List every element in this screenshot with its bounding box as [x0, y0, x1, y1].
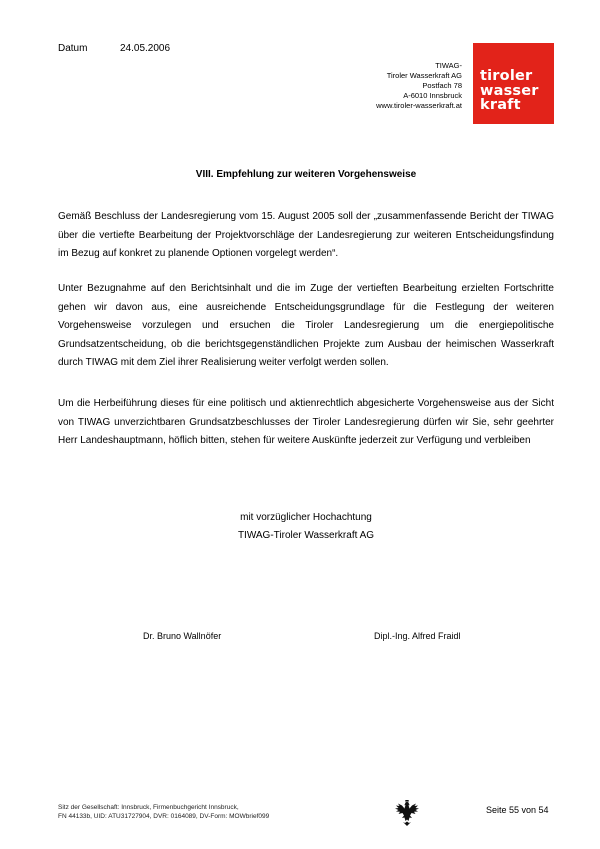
date-label: Datum: [58, 43, 88, 54]
tiroler-wasserkraft-logo: [473, 43, 554, 124]
footer-legal-line: Sitz der Gesellschaft: Innsbruck, Firmenbuchgericht Innsbruck,: [58, 804, 239, 811]
footer-legal-line: FN 44133b, UID: ATU31727904, DVR: 0164089, DV-Form: MOWbrief099: [58, 813, 270, 820]
paragraph: Um die Herbeiführung dieses für eine politisch und aktienrechtlich abgesicherte Vorgehensweise aus der Sicht von TIWAG unverzichtbaren Grundsatzbeschlusses der Tiroler Landesregierung dürfen wir Sie, sehr geehrter Herr Landeshauptmann, höflich bitten, stehen für weitere Auskünfte jederzeit zur Verfügung und verbleiben: [58, 398, 554, 446]
signatory-left: Dr. Bruno Wallnöfer: [143, 631, 222, 641]
logo-line: wasser: [480, 82, 539, 99]
paragraph: Gemäß Beschluss der Landesregierung vom 15. August 2005 soll der „zusammenfassende Bericht der TIWAG über die vertiefte Bearbeitung der Projektvorschläge der Landesregierung zur weiteren Entscheidungsfindung im Bezug auf konkret zu planende Optionen vorgelegt werden“.: [58, 211, 554, 259]
tyrol-eagle-icon: [393, 799, 421, 829]
logo-line: kraft: [480, 97, 521, 113]
address-line: TIWAG-: [435, 61, 462, 70]
section-title: VIII. Empfehlung zur weiteren Vorgehensweise: [195, 169, 417, 180]
address-line: Tiroler Wasserkraft AG: [386, 71, 462, 80]
closing-greeting: mit vorzüglicher Hochachtung: [240, 512, 372, 523]
address-line: Postfach 78: [422, 81, 462, 90]
address-line: A-6010 Innsbruck: [403, 91, 462, 100]
closing-company: TIWAG-Tiroler Wasserkraft AG: [237, 530, 375, 541]
website-link: www.tiroler-wasserkraft.at: [376, 101, 462, 110]
paragraph: Unter Bezugnahme auf den Berichtsinhalt und die im Zuge der vertieften Bearbeitung erzielten Fortschritte gehen wir davon aus, eine ausreichende Entscheidungsgrundlage für die Festlegung der weiteren Vorgehensweise vorzulegen und ersuchen die Tiroler Landesregierung um die energiepolitische Grundsatzentscheidung, ob die berichtsgegenständlichen Projekte zum Ausbau der heimischen Wasserkraft durch TIWAG mit dem Ziel ihrer Realisierung weiter verfolgt werden sollen.: [58, 283, 554, 368]
logo-line: tiroler: [480, 68, 533, 84]
signatory-right: Dipl.-Ing. Alfred Fraidl: [374, 631, 461, 641]
footer-legal: [58, 803, 269, 821]
closing-block: [58, 509, 554, 545]
sender-address: [376, 61, 462, 111]
date-value: 24.05.2006: [120, 43, 171, 54]
page-number: Seite 55 von 54: [486, 805, 549, 815]
